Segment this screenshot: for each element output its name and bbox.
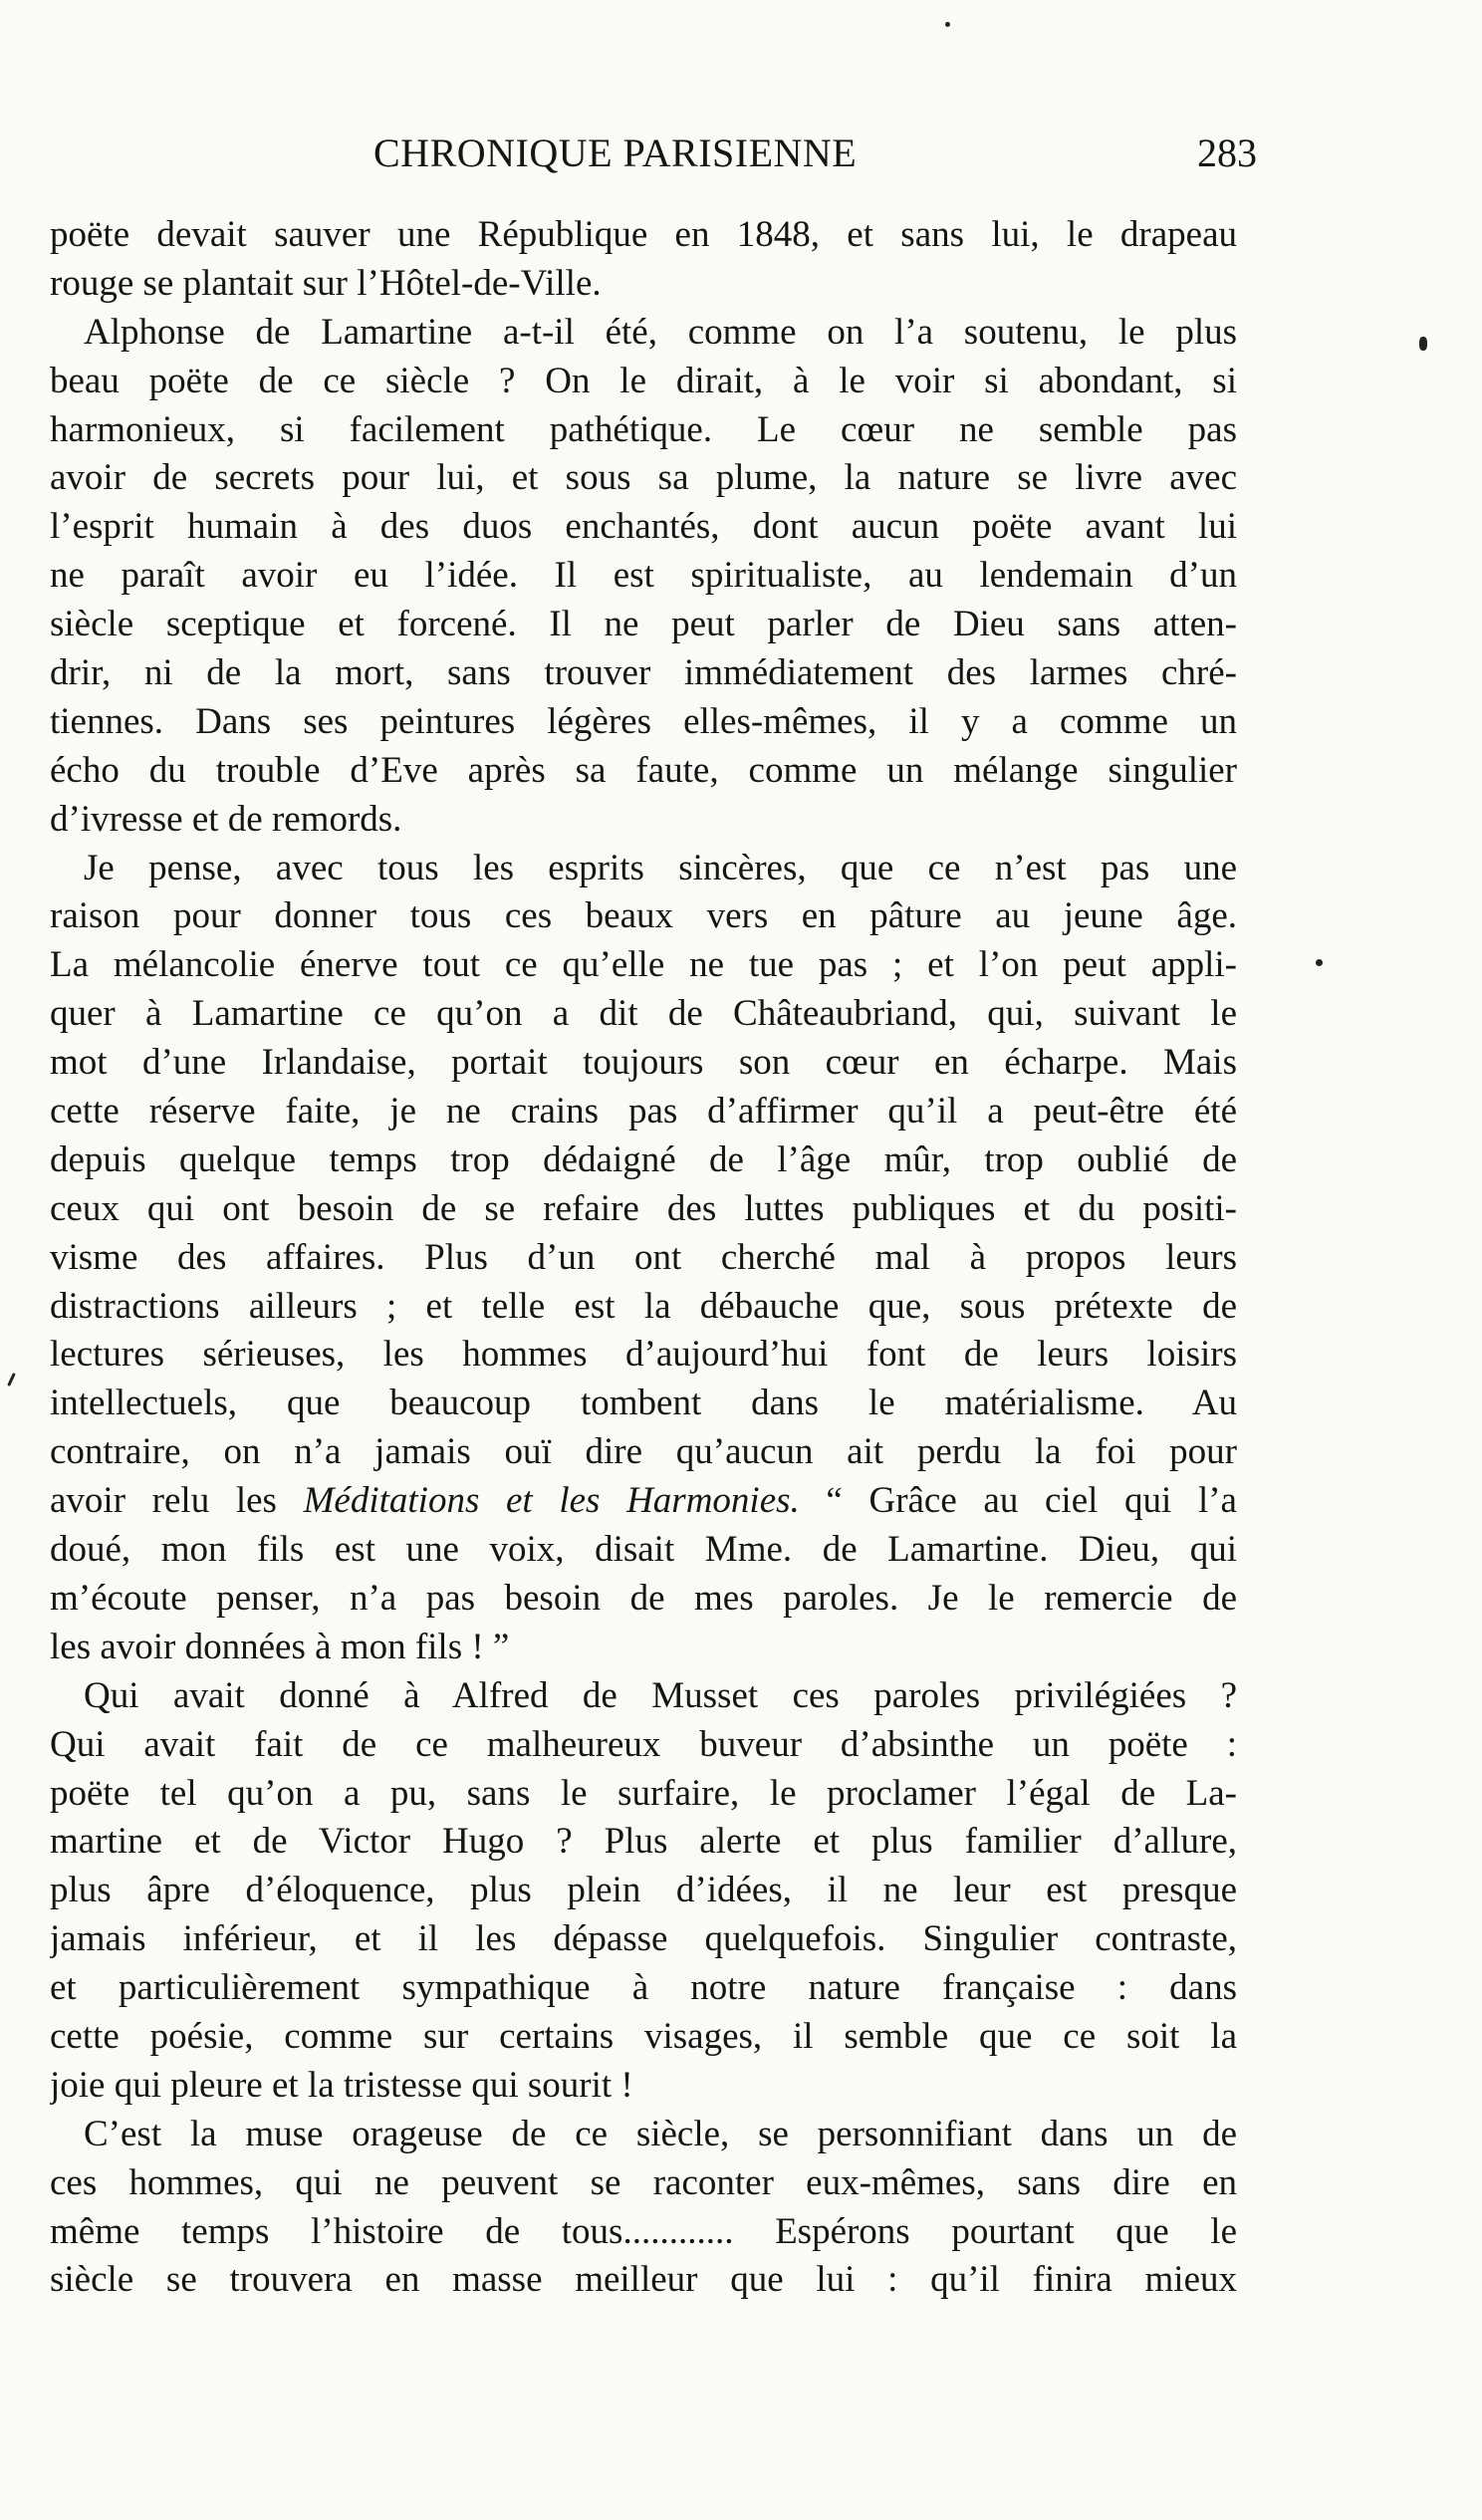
text-line: poëte tel qu’on a pu, sans le surfaire, le proclamer l’égal de La- [50, 1772, 1237, 1814]
text-line: l’esprit humain à des duos enchantés, dont aucun poëte avant lui [50, 506, 1237, 548]
text-line: ceux qui ont besoin de se refaire des luttes publiques et du positi- [50, 1187, 1237, 1229]
text-line: d’ivresse et de remords. [50, 798, 402, 840]
text-line: et particulièrement sympathique à notre nature française : dans [50, 1967, 1237, 2009]
text-line: cette poésie, comme sur certains visages, il semble que ce soit la [50, 2015, 1237, 2057]
text-line: jamais inférieur, et il les dépasse quelquefois. Singulier contraste, [50, 1918, 1237, 1960]
text-line: avoir relu les Méditations et les Harmonies. “ Grâce au ciel qui l’a [50, 1480, 1237, 1522]
text-line: harmonieux, si facilement pathétique. Le cœur ne semble pas [50, 408, 1237, 450]
text-line: C’est la muse orageuse de ce siècle, se personnifiant dans un de [84, 2113, 1237, 2154]
text-line: depuis quelque temps trop dédaigné de l’âge mûr, trop oublié de [50, 1138, 1237, 1180]
text-line: plus âpre d’éloquence, plus plein d’idées, il ne leur est presque [50, 1870, 1237, 1911]
text-line: intellectuels, que beaucoup tombent dans le matérialisme. Au [50, 1383, 1237, 1424]
text-line: rouge se plantait sur l’Hôtel-de-Ville. [50, 262, 602, 304]
page-header [50, 129, 1257, 189]
text-line: distractions ailleurs ; et telle est la débauche que, sous prétexte de [50, 1285, 1237, 1327]
text-line: poëte devait sauver une République en 1848, et sans lui, le drapeau [50, 214, 1237, 255]
text-line: drir, ni de la mort, sans trouver immédiatement des larmes chré- [50, 652, 1237, 694]
text-line: tiennes. Dans ses peintures légères elles-mêmes, il y a comme un [50, 700, 1237, 742]
ink-speck [945, 22, 950, 27]
ink-speck [1419, 337, 1427, 351]
ink-speck [7, 1373, 16, 1386]
text-line: écho du trouble d’Eve après sa faute, comme un mélange singulier [50, 749, 1237, 791]
text-line: Qui avait fait de ce malheureux buveur d’absinthe un poëte : [50, 1723, 1237, 1765]
text-line: ne paraît avoir eu l’idée. Il est spiritualiste, au lendemain d’un [50, 555, 1237, 597]
text-line: siècle se trouvera en masse meilleur que lui : qu’il finira mieux [50, 2259, 1237, 2301]
text-line: siècle sceptique et forcené. Il ne peut parler de Dieu sans atten- [50, 604, 1237, 645]
running-title: CHRONIQUE PARISIENNE [373, 130, 858, 175]
text-line: beau poëte de ce siècle ? On le dirait, à le voir si abondant, si [50, 360, 1237, 401]
text-line: Alphonse de Lamartine a-t-il été, comme on l’a soutenu, le plus [84, 311, 1237, 353]
text-line: quer à Lamartine ce qu’on a dit de Châteaubriand, qui, suivant le [50, 993, 1237, 1035]
text-line: mot d’une Irlandaise, portait toujours son cœur en écharpe. Mais [50, 1042, 1237, 1084]
text-line: avoir de secrets pour lui, et sous sa plume, la nature se livre avec [50, 457, 1237, 499]
text-line: Qui avait donné à Alfred de Musset ces paroles privilégiées ? [84, 1674, 1237, 1716]
text-line: lectures sérieuses, les hommes d’aujourd’hui font de leurs loisirs [50, 1334, 1237, 1376]
text-line: joie qui pleure et la tristesse qui sourit ! [50, 2064, 633, 2106]
text-line: contraire, on n’a jamais ouï dire qu’aucun ait perdu la foi pour [50, 1431, 1237, 1473]
text-line: cette réserve faite, je ne crains pas d’affirmer qu’il a peut-être été [50, 1091, 1237, 1133]
text-line: ces hommes, qui ne peuvent se raconter eux-mêmes, sans dire en [50, 2161, 1237, 2203]
text-line: même temps l’histoire de tous............ Espérons pourtant que le [50, 2210, 1237, 2252]
text-line: m’écoute penser, n’a pas besoin de mes paroles. Je le remercie de [50, 1577, 1237, 1619]
text-line: La mélancolie énerve tout ce qu’elle ne tue pas ; et l’on peut appli- [50, 944, 1237, 986]
text-line: martine et de Victor Hugo ? Plus alerte et plus familier d’allure, [50, 1821, 1237, 1863]
text-line: doué, mon fils est une voix, disait Mme. de Lamartine. Dieu, qui [50, 1529, 1237, 1571]
ink-speck [1316, 959, 1323, 966]
body-text [50, 211, 1237, 2305]
page-number: 283 [1197, 130, 1257, 175]
text-line: raison pour donner tous ces beaux vers en pâture au jeune âge. [50, 895, 1237, 937]
text-line: Je pense, avec tous les esprits sincères, que ce n’est pas une [84, 847, 1237, 888]
italic-title: Méditations et les Harmonies. [303, 1480, 800, 1522]
text-line: les avoir données à mon fils ! ” [50, 1626, 510, 1667]
text-line: visme des affaires. Plus d’un ont cherché mal à propos leurs [50, 1236, 1237, 1278]
